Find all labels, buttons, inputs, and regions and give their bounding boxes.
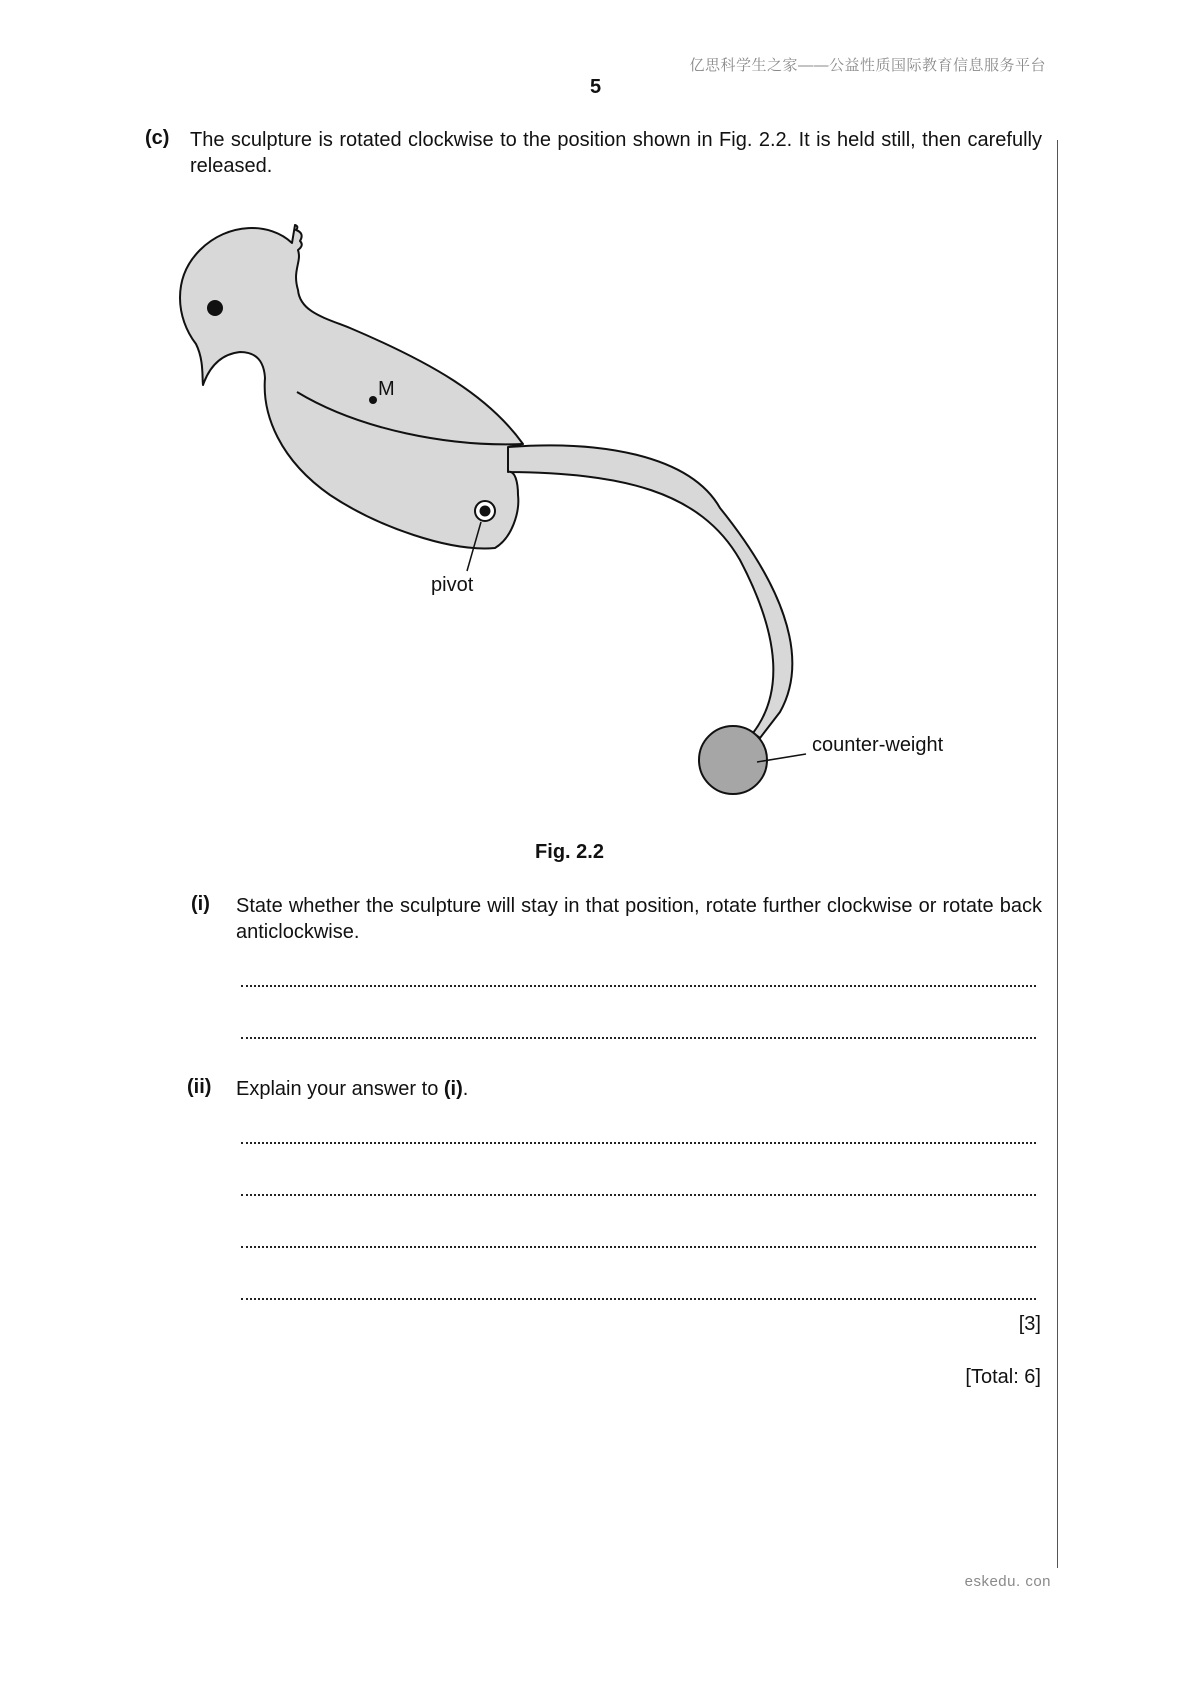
part-ii-label: (ii) [187,1076,212,1098]
answer-line-i-1[interactable] [241,985,1036,987]
label-M: M [378,378,395,400]
marks-part-ii: [3] [1018,1313,1041,1335]
part-i-label: (i) [191,893,210,915]
point-M-marker [369,396,377,404]
label-pivot: pivot [431,574,474,596]
part-ii-text-prefix: Explain your answer to [236,1078,444,1100]
header-site: 亿思科学生之家——公益性质国际教育信息服务平台 [689,57,1046,74]
answer-line-ii-3[interactable] [241,1246,1036,1248]
sculpture-arm [508,445,792,738]
pivot-dot [480,506,491,517]
bird-eye [207,300,223,316]
question-c-text: The sculpture is rotated clockwise to the position shown in Fig. 2.2. It is held still, then carefully released. [190,129,1042,177]
answer-line-i-2[interactable] [241,1037,1036,1039]
marks-total: [Total: 6] [965,1366,1041,1388]
page-number: 5 [589,76,602,98]
footer-site: eskedu. con [964,1573,1051,1590]
part-ii-text-ref: (i) [443,1078,463,1100]
answer-line-ii-1[interactable] [241,1142,1036,1144]
question-c-label: (c) [145,127,170,149]
part-ii-text-suffix: . [462,1078,469,1100]
sculpture-bird-body [180,225,523,548]
answer-line-ii-2[interactable] [241,1194,1036,1196]
counter-weight-ball [699,726,767,794]
answer-line-ii-4[interactable] [241,1298,1036,1300]
part-i-text: State whether the sculpture will stay in that position, rotate further clockwise or rotate back anticlockwise. [236,895,1042,943]
part-ii-text [236,1076,1042,1102]
label-counter-weight: counter-weight [812,734,944,756]
figure-caption: Fig. 2.2 [535,841,604,863]
